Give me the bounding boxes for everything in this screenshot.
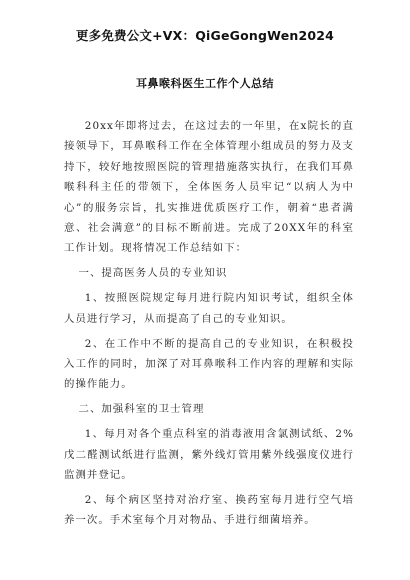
section-2-item-2: 2、每个病区坚持对治疗室、换药室每月进行空气培养一次。手术室每个月对物品、手进行细菌培养。 [64, 493, 354, 527]
document-title: 耳鼻喉科医生工作个人总结 [136, 77, 274, 90]
section-heading-2: 二、加强科室的卫士管理 [78, 403, 205, 416]
section-2-item-1: 1、每月对各个重点科室的消毒液用含氯测试纸、2%戊二醛测试纸进行监测，紫外线灯管用紫外线强度仪进行监测并登记。 [64, 428, 354, 481]
section-1-item-2: 2、在工作中不断的提高自己的专业知识，在积极投入工作的同时，加深了对耳鼻喉科工作内容的理解和实际的操作能力。 [64, 337, 354, 391]
intro-paragraph: 20xx年即将过去，在这过去的一年里，在x院长的直接领导下，耳鼻喉科工作在全体管理小组成员的努力及支持下，较好地按照医院的管理措施落实执行，在我们耳鼻喉科科主任的带领下，全体医务人员牢记“以病人为中心”的服务宗旨，扎实推进优质医疗工作，朝着“患者满意、社会满意”的目标不断前进。完成了20XX年的科室工作计划。现将情况工作总结如下： [64, 120, 354, 255]
section-1-item-1: 1、按照医院规定每月进行院内知识考试，组织全体人员进行学习，从而提高了自己的专业知识。 [64, 292, 354, 325]
document-body [64, 116, 354, 535]
section-heading-1: 一、提高医务人员的专业知识 [78, 267, 228, 280]
watermark-text: 更多免费公文+VX：QiGeGongWen2024 [75, 28, 335, 43]
